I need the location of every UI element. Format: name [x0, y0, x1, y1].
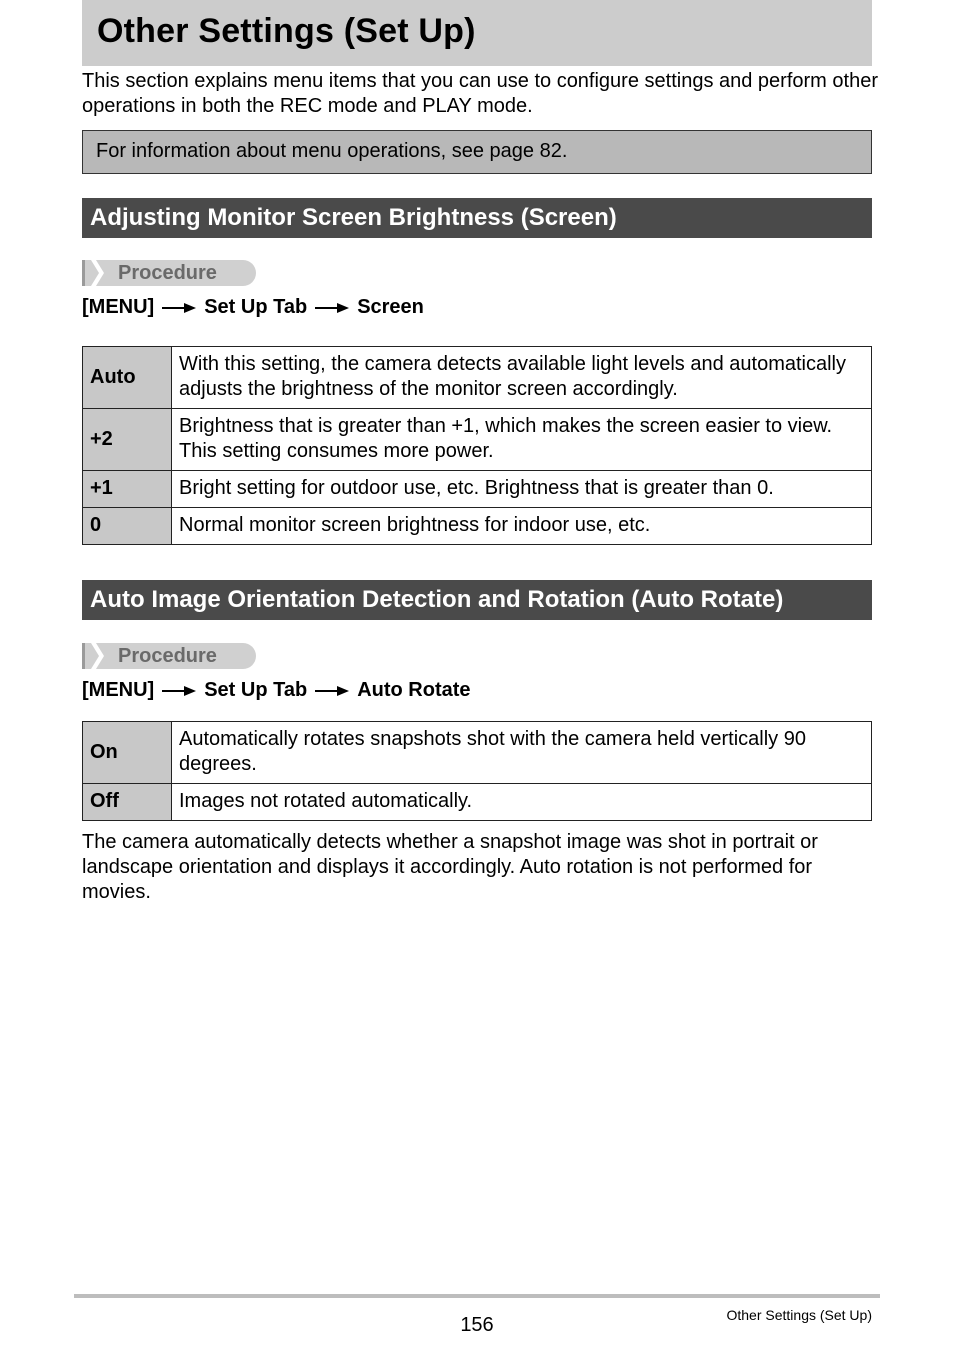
section-heading-auto-rotate: [82, 580, 872, 620]
arrow-right-icon: [315, 302, 349, 314]
page-title: Other Settings (Set Up): [97, 12, 476, 50]
arrow-right-icon: [162, 685, 196, 697]
section-heading-screen: [82, 198, 872, 238]
menu-path-step: Set Up Tab: [204, 296, 308, 318]
setting-key: Off: [83, 784, 172, 821]
setting-description: Bright setting for outdoor use, etc. Brightness that is greater than 0.: [172, 471, 872, 508]
menu-path-step: [MENU]: [82, 296, 155, 318]
setting-description: Automatically rotates snapshots shot with the camera held vertically 90 degrees.: [172, 722, 872, 784]
auto-rotate-settings-table: [82, 721, 872, 821]
table-row: [83, 784, 872, 821]
setting-description: With this setting, the camera detects available light levels and automatically adjusts the brightness of the monitor screen accordingly.: [172, 347, 872, 409]
setting-description: Images not rotated automatically.: [172, 784, 872, 821]
setting-key: On: [83, 722, 172, 784]
menu-path-step: Set Up Tab: [204, 679, 308, 701]
table-row: [83, 471, 872, 508]
arrow-right-icon: [315, 685, 349, 697]
table-row: [83, 409, 872, 471]
page-number: 156: [460, 1314, 494, 1336]
info-note-box: [82, 130, 872, 174]
setting-description: Brightness that is greater than +1, which makes the screen easier to view. This setting consumes more power.: [172, 409, 872, 471]
table-row: [83, 508, 872, 545]
intro-paragraph: This section explains menu items that you can use to configure settings and perform other operations in both the REC mode and PLAY mode.: [82, 70, 878, 117]
screen-settings-table: [82, 346, 872, 545]
menu-path-auto-rotate: [82, 679, 471, 702]
arrow-right-icon: [162, 302, 196, 314]
procedure-badge: [82, 643, 256, 669]
section-heading-text: Adjusting Monitor Screen Brightness (Screen): [90, 204, 617, 231]
procedure-label: Procedure: [118, 262, 217, 284]
section-heading-text: Auto Image Orientation Detection and Rotation (Auto Rotate): [90, 586, 784, 613]
menu-path-screen: [82, 296, 424, 319]
closing-paragraph: The camera automatically detects whether a snapshot image was shot in portrait or landscape orientation and displays it accordingly. Auto rotation is not performed for movies.: [82, 831, 818, 903]
setting-key: Auto: [83, 347, 172, 409]
procedure-badge: [82, 260, 256, 286]
table-row: [83, 347, 872, 409]
menu-path-step: Screen: [357, 296, 424, 318]
menu-path-step: Auto Rotate: [357, 679, 471, 701]
setting-description: Normal monitor screen brightness for indoor use, etc.: [172, 508, 872, 545]
footer-section-label: Other Settings (Set Up): [726, 1307, 872, 1323]
page-title-bar: [82, 0, 872, 66]
setting-key: +1: [83, 471, 172, 508]
menu-path-step: [MENU]: [82, 679, 155, 701]
procedure-label: Procedure: [118, 645, 217, 667]
info-note-text: For information about menu operations, see page 82.: [96, 140, 568, 162]
footer-divider: [74, 1294, 880, 1298]
setting-key: +2: [83, 409, 172, 471]
setting-key: 0: [83, 508, 172, 545]
table-row: [83, 722, 872, 784]
